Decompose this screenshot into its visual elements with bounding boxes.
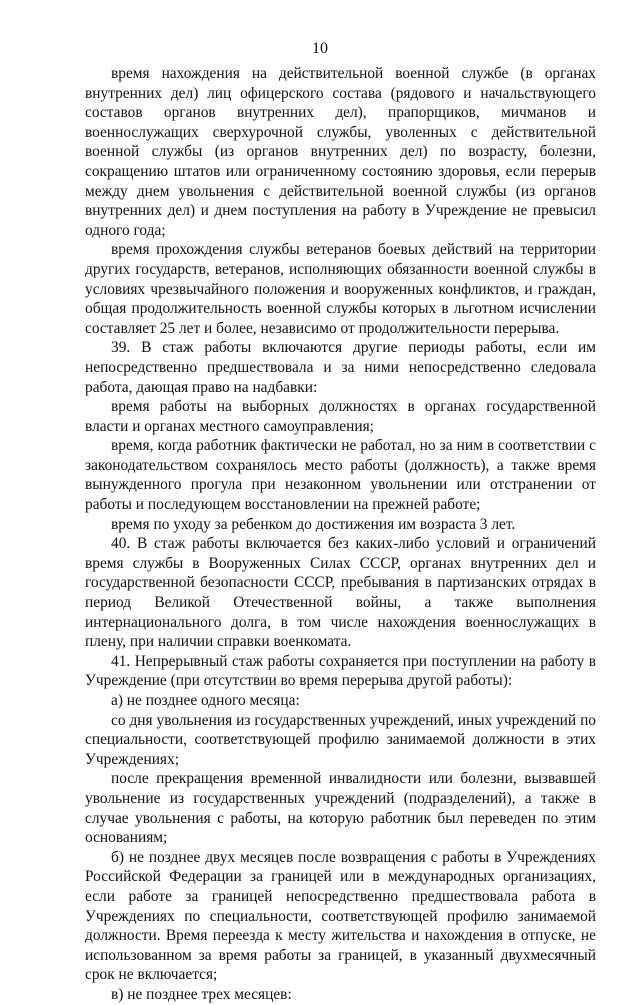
document-body: [85, 64, 596, 1005]
page-number: 10: [312, 40, 328, 57]
paragraph-elected-positions: время работы на выборных должностях в органах государственной власти и органах местного самоуправления;: [85, 398, 596, 435]
paragraph-retained-job: время, когда работник фактически не работал, но за ним в соответствии с законодательством сохранялось место работы (должность), а также время вынужденного прогула при незаконном увольнении или отстранении от работы и последующем восстановлении на прежней работе;: [85, 437, 596, 514]
paragraph-childcare: время по уходу за ребенком до достижения им возраста 3 лет.: [111, 515, 516, 533]
paragraph-41-a-disability: после прекращения временной инвалидности или болезни, вызвавшей увольнение из государственных учреждений (подразделений), а также в случае увольнения с работы, на которую работник был переведен по этим основаниям;: [85, 770, 596, 847]
paragraph-military-service-officers: время нахождения на действительной военной службе (в органах внутренних дел) лиц офицерского состава (рядового и начальствующего составов органов внутренних дел), прапорщиков, мичманов и военнослужащих сверхурочной службы, уволенных с действительной военной службы (из органов внутренних дел) по возрасту, болезни, сокращению штатов или ограниченному состоянию здоровья, если перерыв между днем увольнения с действительной военной службы (из органов внутренних дел) и днем поступления на работу в Учреждение не превысил одного года;: [85, 65, 596, 239]
paragraph-40: 40. В стаж работы включается без каких-либо условий и ограничений время службы в Вооруженных Силах СССР, органах внутренних дел и государственной безопасности СССР, пребывания в партизанских отрядах в период Великой Отечественной войны, а также выполнения интернационального долга, в том числе нахождения военнослужащих в плену, при наличии справки военкомата.: [85, 535, 596, 651]
paragraph-41-a-dismissal: со дня увольнения из государственных учреждений, иных учреждений по специальности, соответствующей профилю занимаемой должности в этих Учреждениях;: [85, 711, 596, 768]
paragraph-combat-veterans: время прохождения службы ветеранов боевых действий на территории других государств, ветеранов, исполняющих обязанности военной службы в условиях чрезвычайного положения и вооруженных конфликтов, и граждан, общая продолжительность военной службы которых в льготном исчислении составляет 25 лет и более, независимо от продолжительности перерыва.: [85, 241, 596, 337]
paragraph-41-b: б) не позднее двух месяцев после возвращения с работы в Учреждениях Российской Федерации за границей или в международных организациях, если работе за границей непосредственно предшествовала работа в Учреждениях по специальности, соответствующей профилю занимаемой должности. Время переезда к месту жительства и нахождения в отпуске, не использованном за время работы за границей, в указанный двухмесячный срок не включается;: [85, 848, 596, 984]
paragraph-41: 41. Непрерывный стаж работы сохраняется при поступлении на работу в Учреждение (при отсутствии во время перерыва другой работы):: [85, 652, 596, 690]
paragraph-41-a: а) не позднее одного месяца:: [111, 692, 300, 709]
paragraph-41-c: в) не позднее трех месяцев:: [111, 985, 292, 1003]
paragraph-39: 39. В стаж работы включаются другие периоды работы, если им непосредственно предшествовала и за ними непосредственно следовала работа, дающая право на надбавки:: [85, 339, 596, 396]
